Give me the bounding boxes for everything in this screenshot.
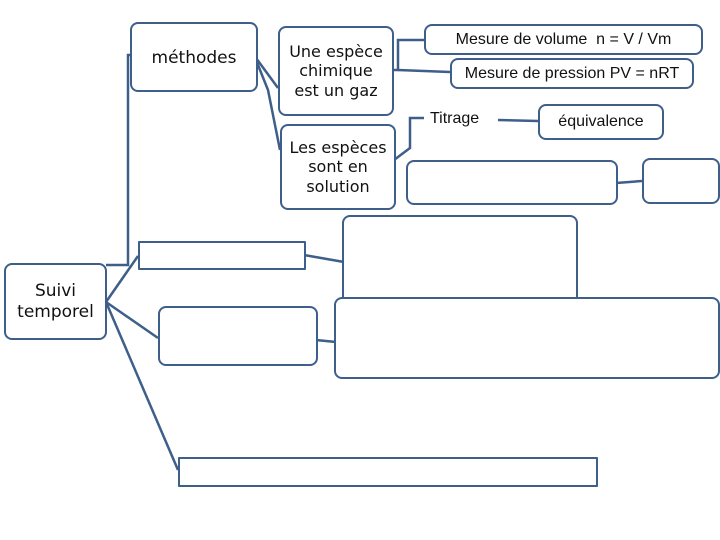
- empty-box-first-branch: [138, 241, 306, 270]
- node-mesure-pression-label: Mesure de pression PV = nRT: [464, 64, 680, 82]
- empty-box-wide: [334, 297, 720, 379]
- link-gaz-bracket: [392, 40, 424, 70]
- link-suivi-methodes: [106, 55, 132, 265]
- empty-box-far-right: [642, 158, 720, 204]
- node-mesure-volume: [424, 24, 703, 55]
- node-suivi-temporel: [4, 263, 107, 340]
- link-empty1-empty5: [304, 255, 344, 262]
- node-mesure-volume-label: Mesure de volume n = V / Vm: [455, 30, 672, 48]
- node-methodes-label: méthodes: [151, 48, 237, 68]
- link-methodes-gaz: [256, 58, 278, 88]
- node-equivalence: [538, 104, 664, 140]
- node-espece-gaz: [278, 26, 394, 116]
- link-solution-titrage: [394, 118, 424, 160]
- node-especes-solution-label: Les espèces sont en solution: [289, 138, 387, 196]
- link-empty2-empty6: [316, 340, 336, 342]
- link-titrage-equivalence: [498, 120, 538, 121]
- link-suivi-empty1: [106, 256, 138, 302]
- empty-box-right-of-solution: [406, 160, 618, 205]
- node-titrage: [430, 110, 479, 128]
- link-gaz-pression: [398, 70, 450, 72]
- empty-box-second-branch: [158, 306, 318, 366]
- node-espece-gaz-label: Une espèce chimique est un gaz: [289, 42, 383, 100]
- node-equivalence-label: équivalence: [558, 113, 644, 131]
- empty-box-bottom-branch: [178, 457, 598, 487]
- node-mesure-pression: [450, 58, 694, 89]
- empty-box-middle-large: [342, 215, 578, 305]
- link-empty3-empty4: [616, 181, 642, 183]
- node-especes-solution: [280, 124, 396, 210]
- node-methodes: [130, 22, 258, 92]
- node-titrage-label: Titrage: [430, 110, 480, 127]
- node-suivi-temporel-label: Suivi temporel: [17, 281, 94, 322]
